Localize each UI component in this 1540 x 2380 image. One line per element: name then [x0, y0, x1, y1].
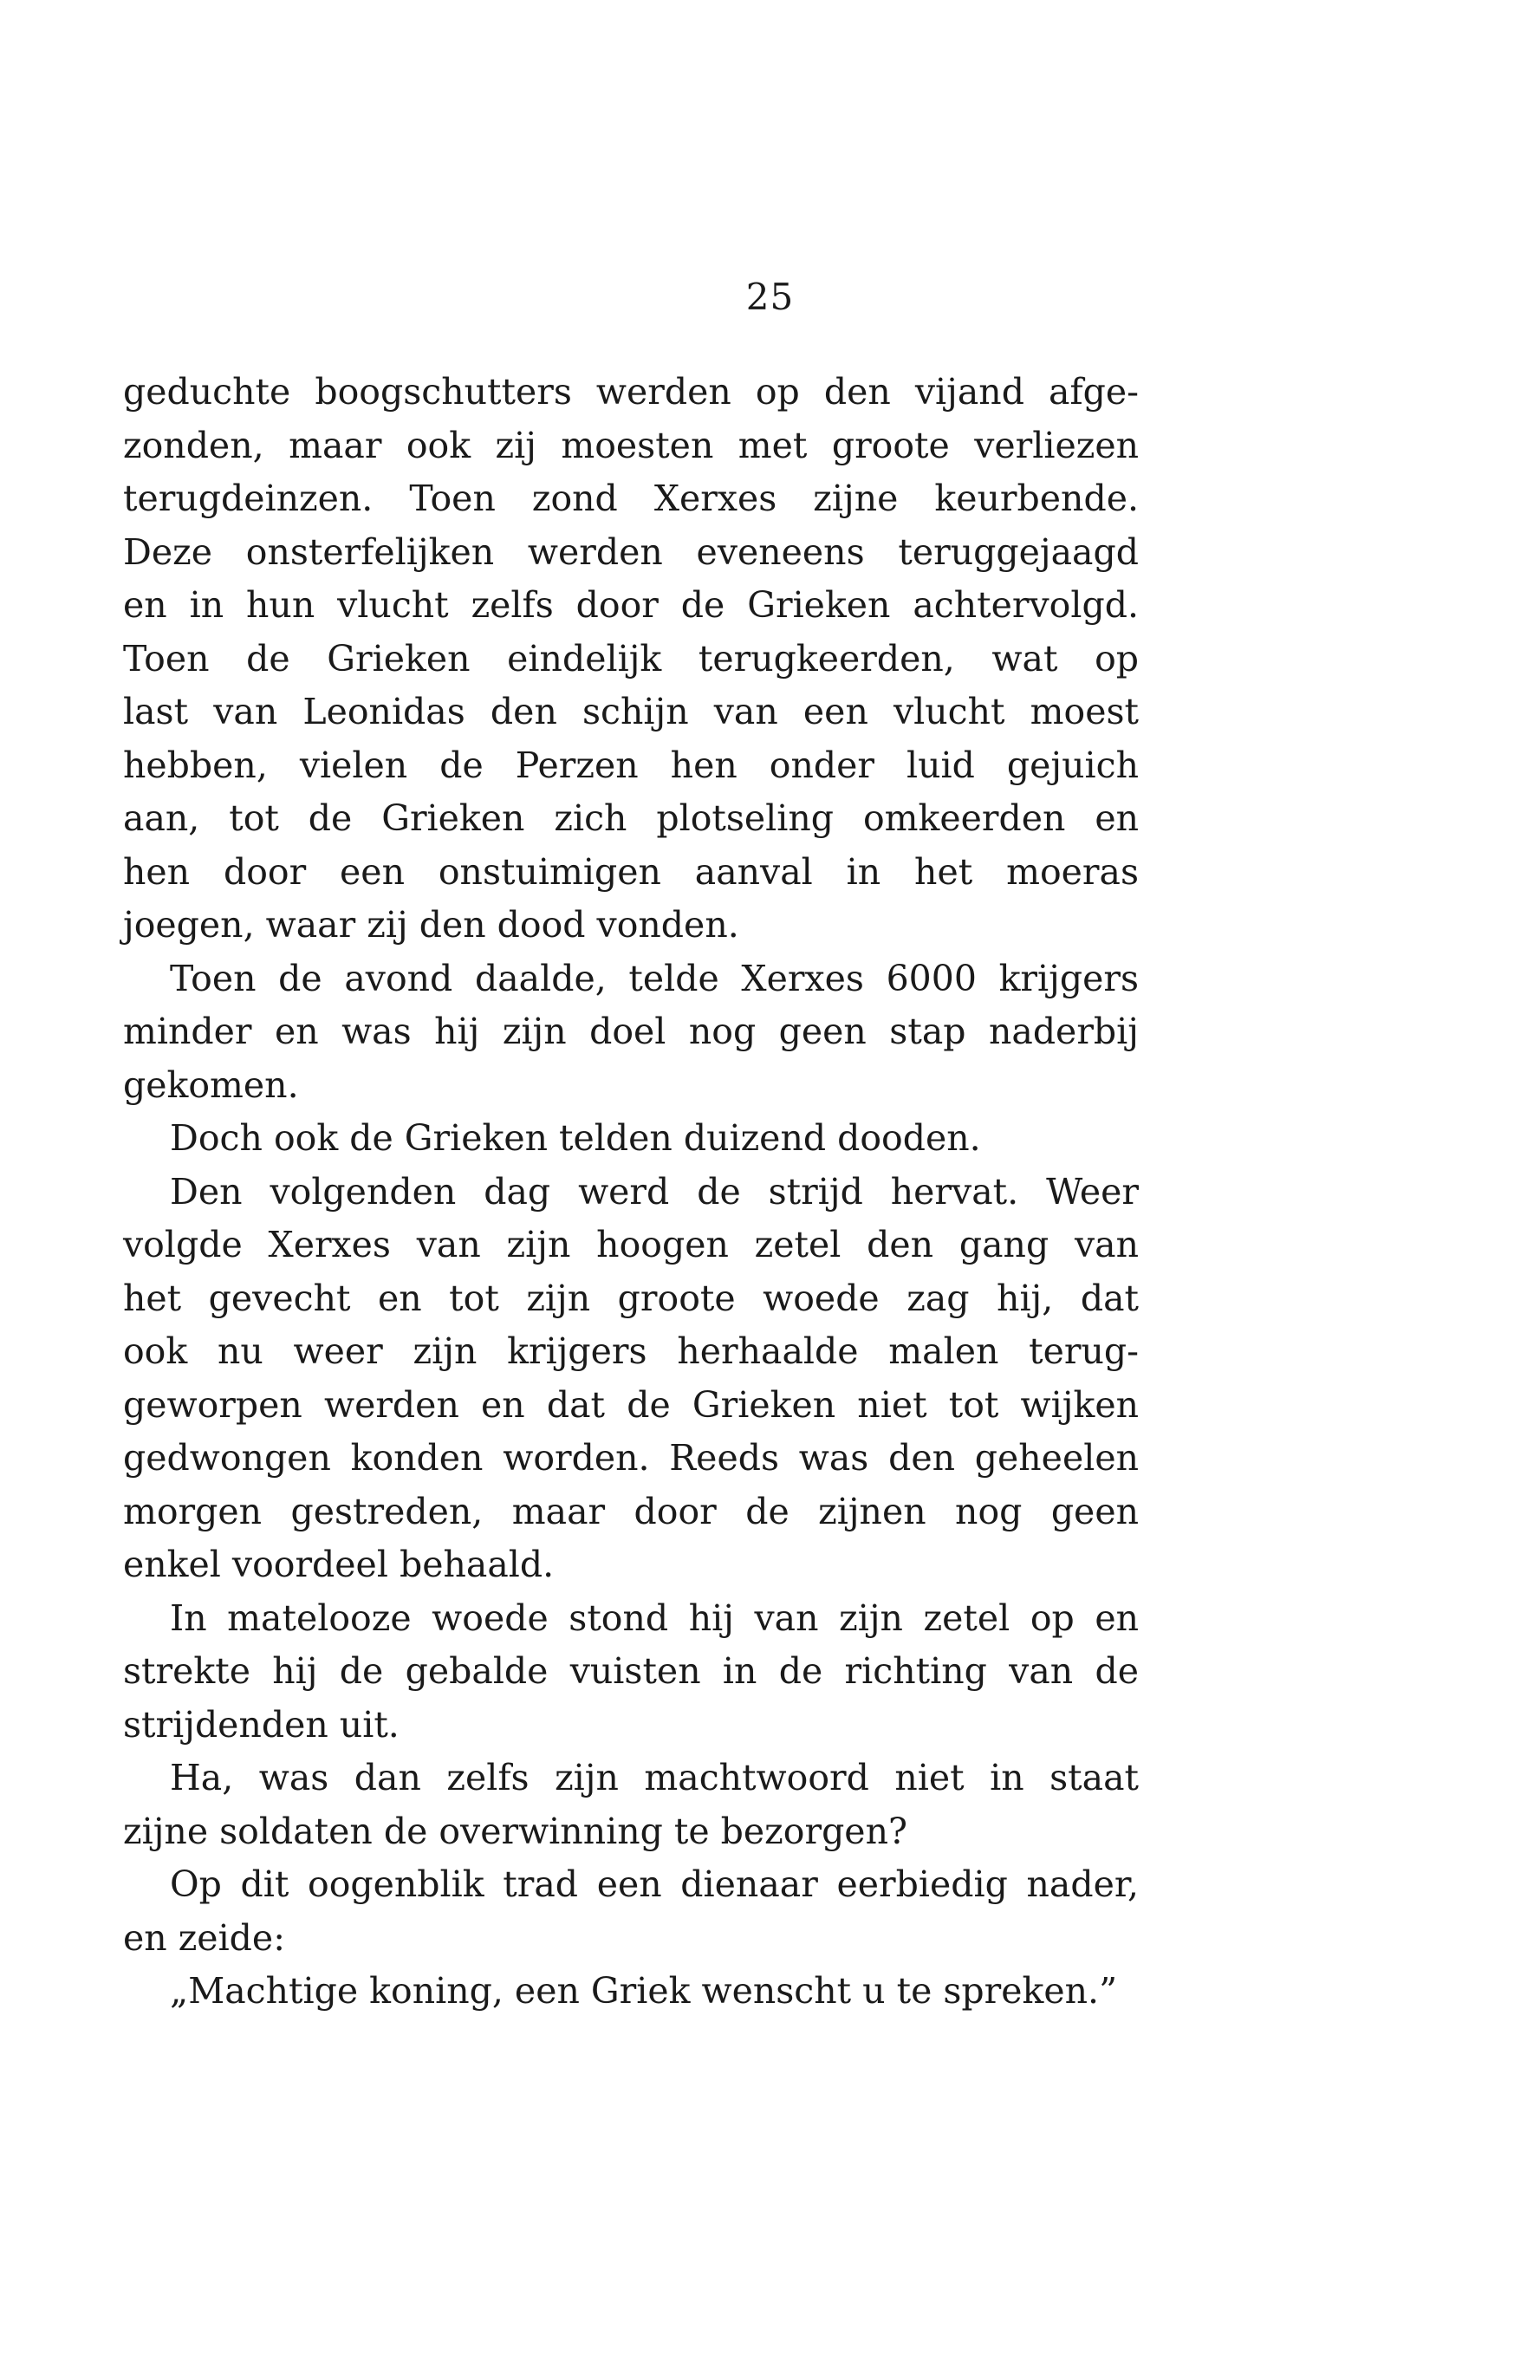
text-line: hebben, vielen de Perzen hen onder luid gejuich	[123, 744, 1139, 786]
text-line: joegen, waar zij den dood vonden.	[123, 904, 739, 946]
text-line: aan, tot de Grieken zich plotseling omkeerden en	[123, 797, 1139, 839]
text-line: geworpen werden en dat de Grieken niet tot wijken	[123, 1383, 1139, 1426]
paragraph	[123, 1592, 1139, 1752]
text-line: enkel voordeel behaald.	[123, 1544, 555, 1585]
paragraph	[123, 1166, 1139, 1592]
text-line: „Machtige koning, een Griek wenscht u te spreken.”	[170, 1970, 1118, 2012]
text-line: Op dit oogenblik trad een dienaar eerbiedig nader,	[170, 1863, 1139, 1905]
paragraph	[123, 1752, 1139, 1858]
text-line: zonden, maar ook zij moesten met groote verliezen	[123, 424, 1139, 466]
text-line: strekte hij de gebalde vuisten in de richting van de	[123, 1650, 1139, 1692]
paragraph	[123, 1858, 1139, 1965]
text-line: gekomen.	[123, 1063, 299, 1106]
text-line: last van Leonidas den schijn van een vlucht moest	[123, 691, 1139, 732]
paragraph	[123, 953, 1139, 1113]
text-line: gedwongen konden worden. Reeds was den geheelen	[123, 1437, 1139, 1479]
text-line: volgde Xerxes van zijn hoogen zetel den gang van	[123, 1224, 1139, 1265]
text-line: Toen de Grieken eindelijk terugkeerden, wat op	[123, 637, 1139, 680]
text-line: terugdeinzen. Toen zond Xerxes zijne keurbende.	[123, 478, 1139, 519]
paragraph	[123, 366, 1139, 953]
text-line: minder en was hij zijn doel nog geen stap naderbij	[123, 1011, 1139, 1052]
text-line: zijne soldaten de overwinning te bezorgen?	[123, 1810, 907, 1852]
text-line: en in hun vlucht zelfs door de Grieken achtervolgd.	[123, 584, 1139, 626]
paragraph	[123, 1965, 1139, 2019]
text-line: hen door een onstuimigen aanval in het moeras	[123, 850, 1139, 893]
text-line: ook nu weer zijn krijgers herhaalde malen terug-	[123, 1330, 1139, 1372]
text-line: geduchte boogschutters werden op den vijand afge-	[123, 371, 1139, 413]
text-line: en zeide:	[123, 1916, 286, 1959]
text-line: Den volgenden dag werd de strijd hervat. Weer	[170, 1170, 1139, 1213]
paragraph	[123, 1112, 1139, 1166]
text-line: Doch ook de Grieken telden duizend dooden.	[170, 1117, 981, 1159]
text-line: morgen gestreden, maar door de zijnen nog geen	[123, 1490, 1139, 1532]
text-line: Toen de avond daalde, telde Xerxes 6000 krijgers	[170, 957, 1139, 999]
body-text	[123, 366, 1139, 2019]
text-line: In matelooze woede stond hij van zijn zetel op en	[170, 1596, 1139, 1639]
text-line: Ha, was dan zelfs zijn machtwoord niet in staat	[170, 1757, 1139, 1798]
text-line: Deze onsterfelijken werden eveneens teruggejaagd	[123, 530, 1139, 573]
page-number: 25	[745, 276, 795, 318]
text-line: het gevecht en tot zijn groote woede zag hij, dat	[123, 1277, 1139, 1319]
text-line: strijdenden uit.	[123, 1703, 400, 1746]
